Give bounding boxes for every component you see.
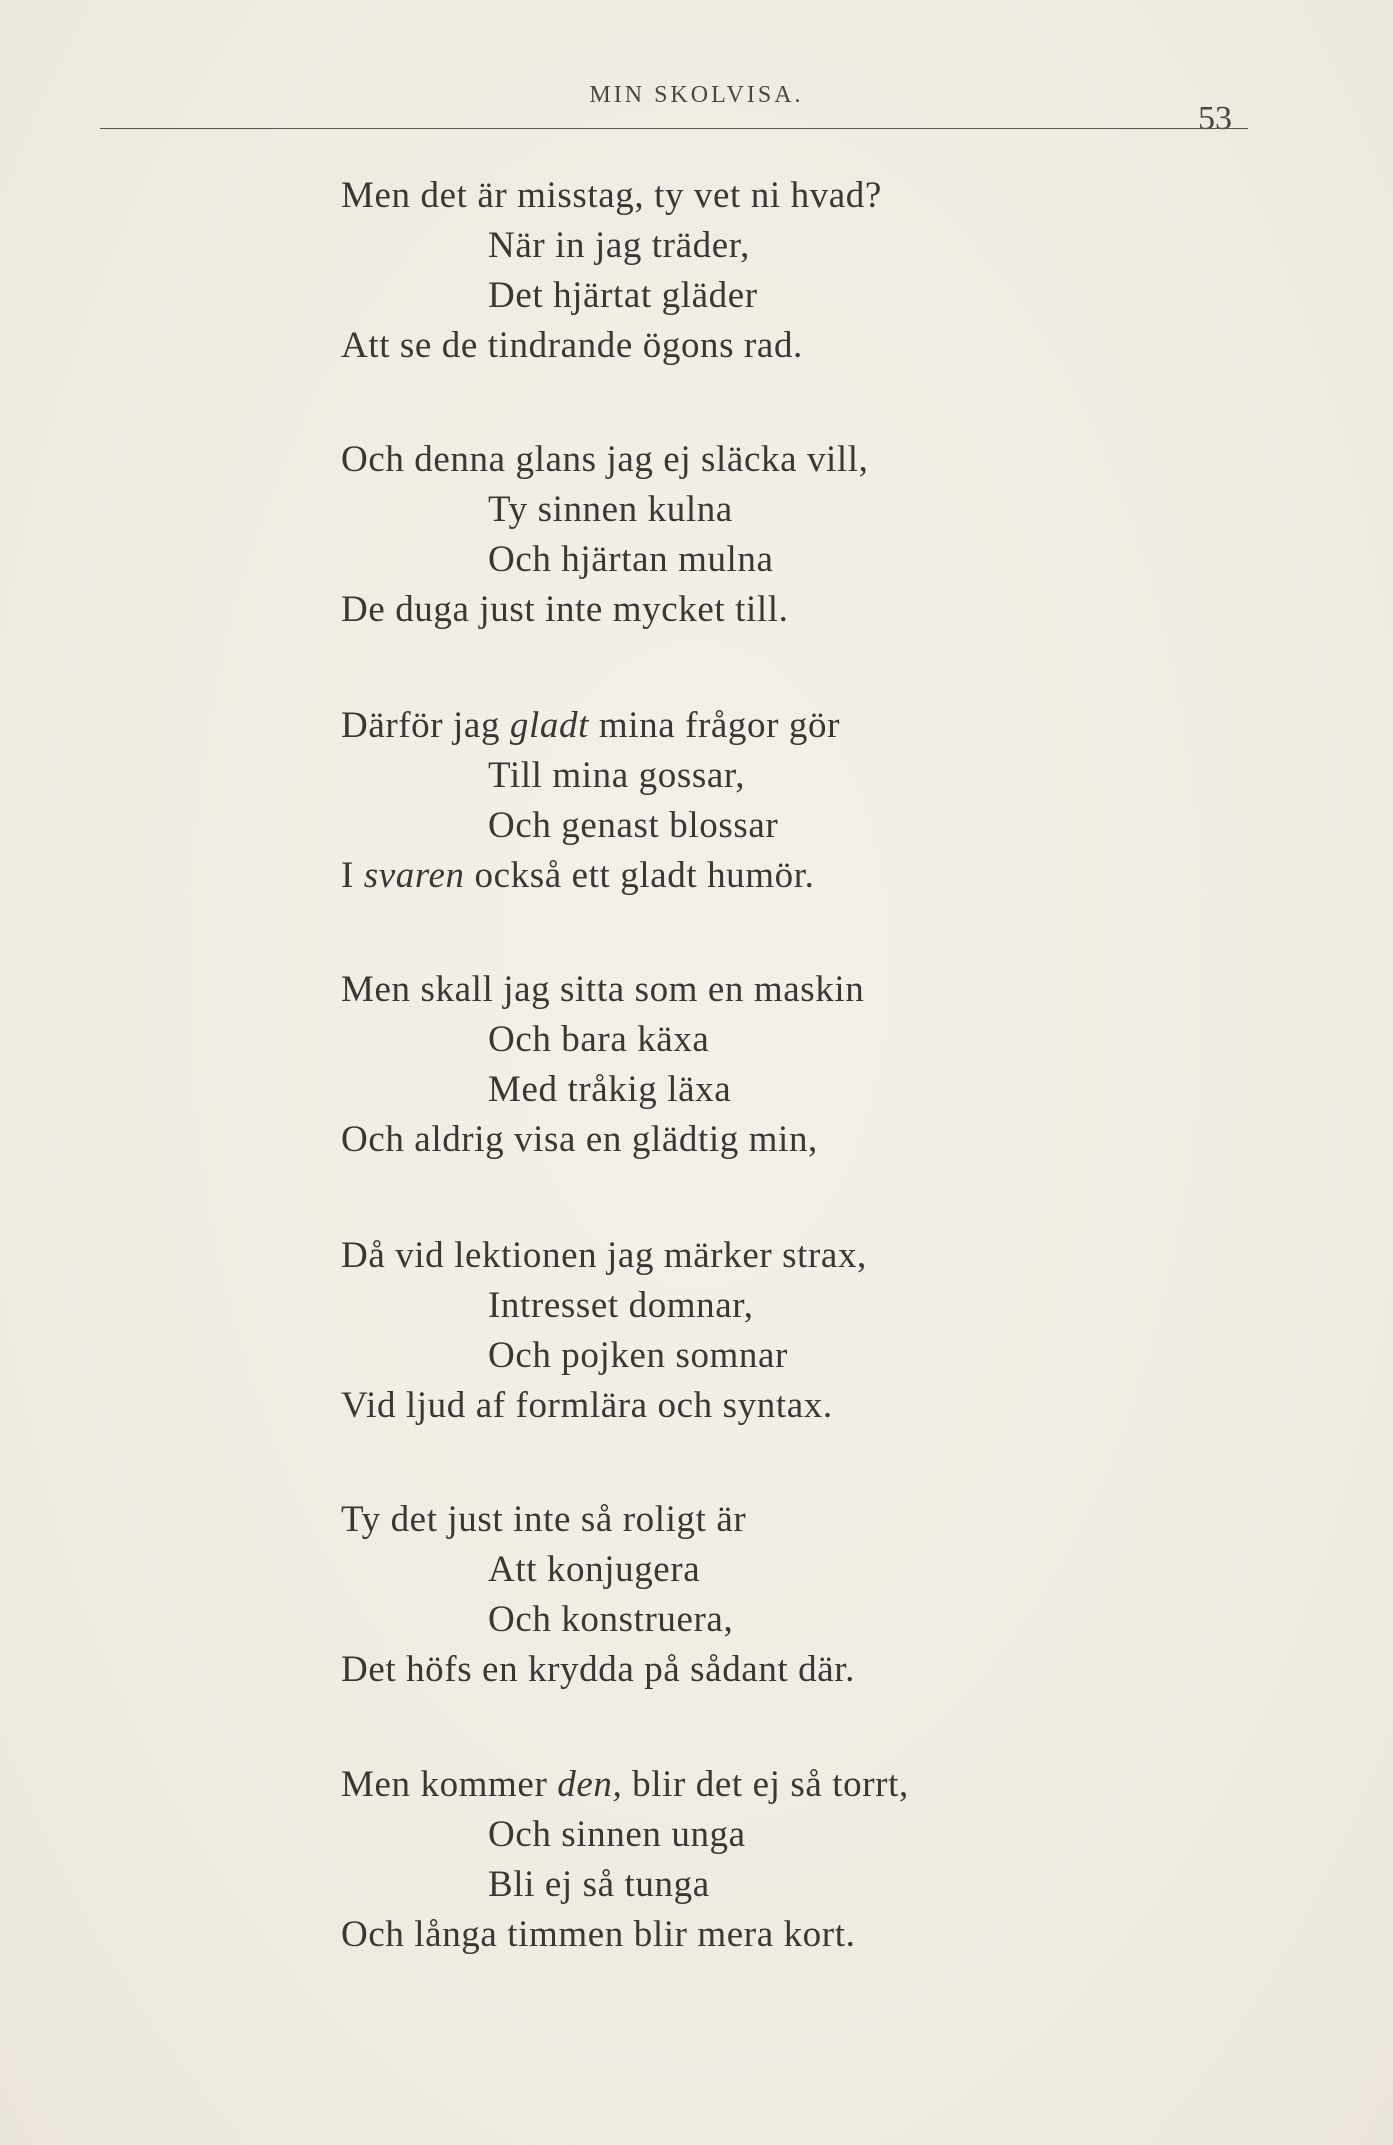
line-text: Och bara käxa bbox=[488, 1019, 710, 1060]
line-text: Och konstruera, bbox=[488, 1599, 734, 1640]
line-text: Därför jag bbox=[341, 705, 510, 746]
poem-line bbox=[488, 540, 774, 580]
line-text: Och genast blossar bbox=[488, 805, 779, 846]
line-text: Men det är misstag, ty vet ni hvad? bbox=[341, 175, 882, 216]
poem-line bbox=[488, 806, 778, 846]
line-text: Det hjärtat gläder bbox=[488, 275, 758, 316]
line-text: När in jag träder, bbox=[488, 225, 751, 266]
line-text: blir det ej så torrt, bbox=[622, 1764, 909, 1805]
line-text: Det höfs en krydda på sådant där. bbox=[341, 1649, 856, 1690]
line-text: Och denna glans jag ej släcka vill, bbox=[341, 439, 869, 480]
poem-line bbox=[488, 756, 745, 796]
line-text: Intresset domnar, bbox=[488, 1285, 754, 1326]
poem-line bbox=[488, 1020, 709, 1060]
line-text: Men skall jag sitta som en maskin bbox=[341, 969, 865, 1010]
poem-line bbox=[488, 1286, 754, 1326]
line-text: Men kommer bbox=[341, 1764, 558, 1805]
italic-word: svaren bbox=[363, 855, 465, 896]
poem-line bbox=[341, 1236, 867, 1276]
line-text: Och långa timmen blir mera kort. bbox=[341, 1914, 856, 1955]
line-text: Och aldrig visa en glädtig min, bbox=[341, 1119, 818, 1160]
poem-line bbox=[341, 1386, 833, 1426]
poem-line bbox=[341, 1120, 818, 1160]
running-title: MIN SKOLVISA. bbox=[589, 82, 804, 108]
line-text: Då vid lektionen jag märker strax, bbox=[341, 1235, 867, 1276]
poem-line bbox=[341, 970, 864, 1010]
line-text: Ty sinnen kulna bbox=[488, 489, 733, 530]
poem-line bbox=[341, 1915, 855, 1955]
poem-line bbox=[341, 1650, 855, 1690]
line-text: Bli ej så tunga bbox=[488, 1864, 710, 1905]
poem-line bbox=[488, 276, 758, 316]
poem-line bbox=[341, 706, 840, 746]
line-text: Vid ljud af formlära och syntax. bbox=[341, 1385, 833, 1426]
line-text: De duga just inte mycket till. bbox=[341, 589, 789, 630]
poem-line bbox=[341, 326, 803, 366]
line-text: I bbox=[341, 855, 364, 896]
poem-line bbox=[341, 176, 882, 216]
poem-line bbox=[341, 856, 814, 896]
poem-line bbox=[488, 490, 733, 530]
line-text: Och pojken somnar bbox=[488, 1335, 788, 1376]
line-text: Och hjärtan mulna bbox=[488, 539, 774, 580]
poem-line bbox=[488, 1550, 700, 1590]
poem-line bbox=[488, 1815, 746, 1855]
poem-line bbox=[341, 1500, 746, 1540]
poem-line bbox=[488, 226, 750, 266]
poem-line bbox=[488, 1865, 710, 1905]
poem-line bbox=[341, 440, 869, 480]
page-number: 53 bbox=[1198, 100, 1232, 137]
poem-line bbox=[488, 1336, 788, 1376]
italic-word: den, bbox=[557, 1764, 623, 1805]
line-text: mina frågor gör bbox=[588, 705, 841, 746]
line-text: Till mina gossar, bbox=[488, 755, 746, 796]
line-text: Och sinnen unga bbox=[488, 1814, 746, 1855]
italic-word: gladt bbox=[509, 705, 589, 746]
line-text: Ty det just inte så roligt är bbox=[341, 1499, 747, 1540]
poem-line bbox=[341, 590, 789, 630]
line-text: också ett gladt humör. bbox=[464, 855, 815, 896]
line-text: Att se de tindrande ögons rad. bbox=[341, 325, 803, 366]
line-text: Med tråkig läxa bbox=[488, 1069, 732, 1110]
poem-line bbox=[341, 1765, 909, 1805]
poem-line bbox=[488, 1600, 733, 1640]
poem-line bbox=[488, 1070, 731, 1110]
line-text: Att konjugera bbox=[488, 1549, 701, 1590]
